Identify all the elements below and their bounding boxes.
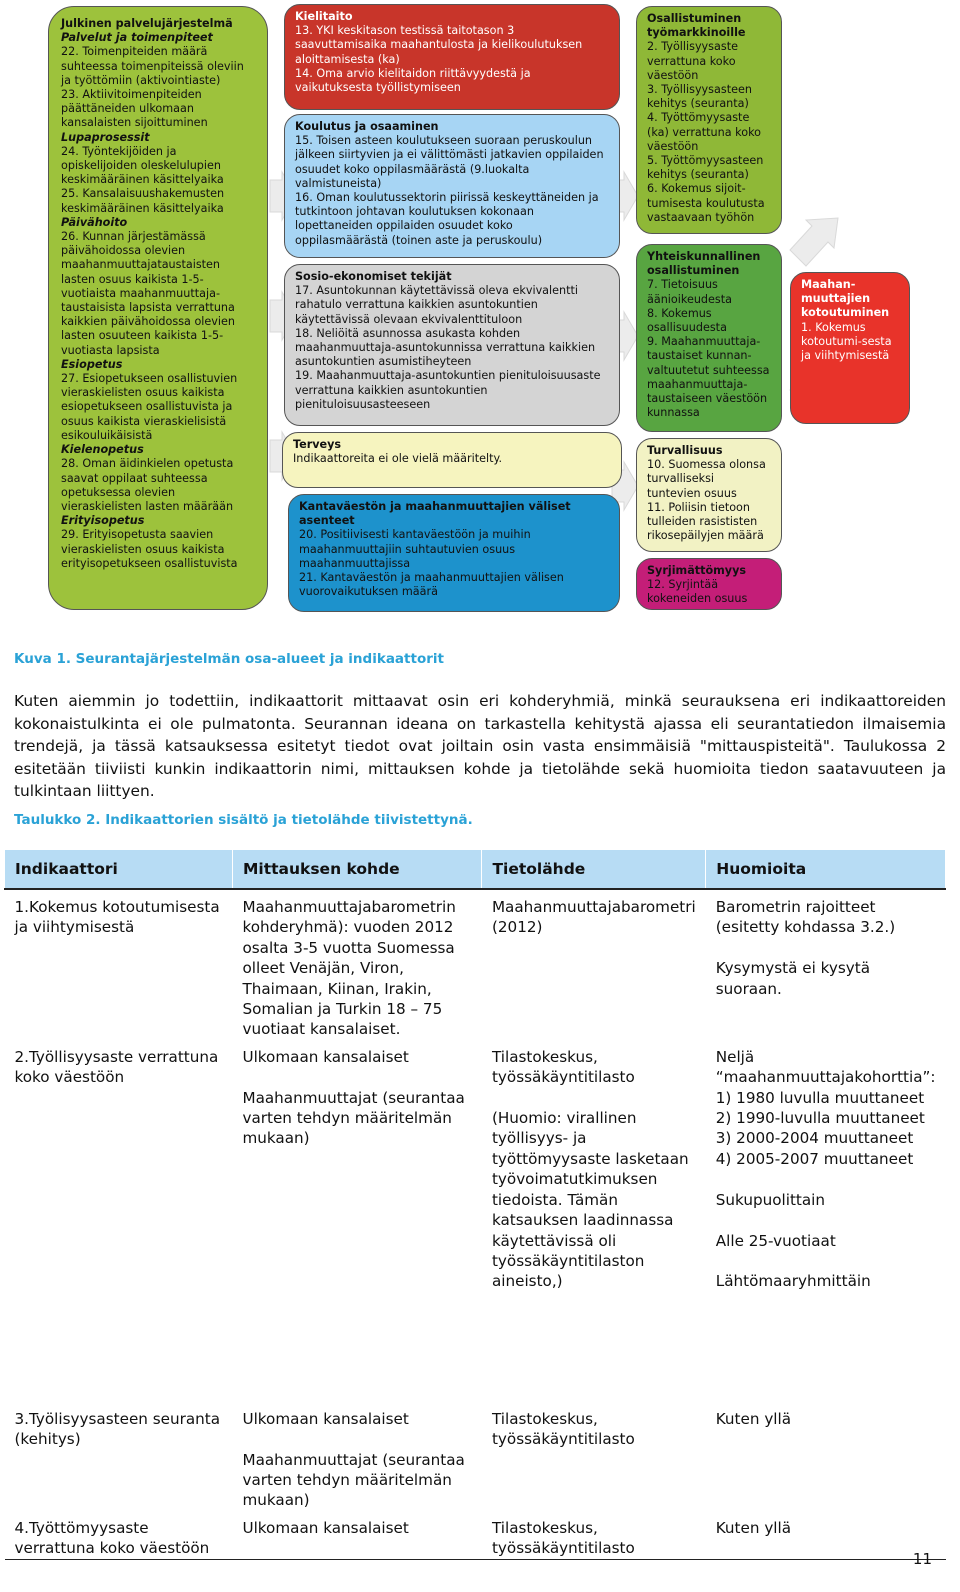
table-row bbox=[5, 1511, 946, 1559]
box-language-skills bbox=[284, 4, 620, 110]
column-header-source: Tietolähde bbox=[482, 850, 706, 890]
section-subheading: Erityisopetus bbox=[61, 514, 145, 528]
indicator-text: 19. Maahanmuuttaja-asuntokuntien pienituloisuusaste verrattuna kaikkien asuntokuntien pienituloisuusasteeseen bbox=[295, 369, 601, 411]
column-header-notes: Huomioita bbox=[706, 850, 946, 890]
figure-caption: Kuva 1. Seurantajärjestelmän osa-alueet ja indikaattorit bbox=[14, 651, 444, 667]
table-row bbox=[5, 889, 946, 1040]
indicator-text: 11. Poliisin tietoon tulleiden rasististen rikosepäilyjen määrä bbox=[647, 500, 764, 543]
section-subheading: Esiopetus bbox=[61, 357, 123, 371]
box-title: Syrjimättömyys bbox=[647, 564, 747, 577]
page-number: 11 bbox=[912, 1550, 932, 1568]
box-title: Kielitaito bbox=[295, 10, 353, 23]
table-cell: 1.Kokemus kotoutumisesta ja viihtymisestä bbox=[14, 898, 220, 937]
table-cell: 4.Työttömyysaste verrattuna koko väestöön bbox=[5, 1511, 233, 1559]
table-cell: Maahanmuuttajabarometri (2012) bbox=[491, 898, 696, 937]
box-title: Kantaväestön ja maahanmuuttajien väliset asenteet bbox=[299, 500, 571, 528]
box-health bbox=[282, 432, 622, 488]
box-non-discrimination bbox=[636, 558, 782, 610]
section-subheading: Kielenopetus bbox=[61, 443, 144, 457]
box-title: Sosio-ekonomiset tekijät bbox=[295, 270, 452, 283]
box-attitudes bbox=[288, 494, 620, 612]
indicator-text: 9. Maahanmuuttaja-taustaiset kunnan-valtuutetut suhteessa maahanmuuttaja-taustaiseen väestöön kunnassa bbox=[647, 335, 770, 420]
table-cell: Neljä “maahanmuuttajakohorttia”: 1) 1980 luvulla muuttaneet 2) 1990-luvulla muuttaneet 3) 2000-2004 muuttaneet 4) 2005-2007 muuttaneet Sukupuolittain Alle 25-vuotiaat Lähtömaaryhmittäin bbox=[715, 1047, 936, 1291]
section-subheading: Palvelut ja toimenpiteet bbox=[61, 31, 213, 45]
table-cell: Kuten yllä bbox=[706, 1511, 946, 1559]
indicator-diagram bbox=[0, 0, 960, 640]
indicator-text: 1. Kokemus kotoutumi-sesta ja viihtymisestä bbox=[801, 320, 892, 363]
table-cell: 3.Työlisyysasteen seuranta (kehitys) bbox=[14, 1409, 221, 1449]
table-header-row bbox=[5, 850, 946, 890]
section-subheading: Päivähoito bbox=[61, 215, 128, 229]
box-safety bbox=[636, 438, 782, 552]
box-title: Turvallisuus bbox=[647, 444, 723, 457]
indicator-text: 13. YKI keskitason testissä taitotason 3 saavuttamisaika maahantulosta ja kielikoulutuksen aloittamisesta (ka) bbox=[295, 24, 583, 66]
indicator-text: 4. Työttömyysaste (ka) verrattuna koko väestöön bbox=[647, 111, 761, 153]
table-cell: Barometrin rajoitteet (esitetty kohdassa 3.2.) Kysymystä ei kysytä suoraan. bbox=[715, 898, 896, 998]
column-header-indicator: Indikaattori bbox=[5, 850, 233, 890]
indicator-text: 2. Työllisyysaste verrattuna koko väestöön bbox=[647, 40, 738, 82]
indicator-text: 5. Työttömyysasteen kehitys (seuranta) bbox=[647, 154, 764, 182]
table-cell: Tilastokeskus, työssäkäyntitilasto (Huomio: virallinen työllisyys- ja työttömyysaste lasketaan työvoimatutkimuksen tiedoista. Tämän katsauksen laadinnassa käytettävissä oli työssäkäyntitilaston aineisto,) bbox=[491, 1047, 689, 1291]
indicator-text: 25. Kansalaisuushakemusten keskimääräinen käsittelyaika bbox=[61, 187, 225, 215]
box-education bbox=[284, 114, 620, 258]
indicator-text: 12. Syrjintää kokeneiden osuus bbox=[647, 578, 748, 606]
box-title: Yhteiskunnallinen osallistuminen bbox=[647, 250, 761, 278]
box-civic-participation bbox=[636, 244, 782, 432]
indicator-text: 14. Oma arvio kielitaidon riittävyydestä ja vaikutuksesta työllistymiseen bbox=[295, 66, 531, 95]
table-cell: Tilastokeskus, työssäkäyntitilasto bbox=[491, 1409, 635, 1449]
indicator-text: 18. Neliöitä asunnossa asukasta kohden maahanmuuttaja-asuntokunnissa verrattuna kaikkien asuntokuntien asumistiheyteen bbox=[295, 326, 596, 369]
indicator-text: 3. Työllisyysasteen kehitys (seuranta) bbox=[647, 83, 752, 111]
table-row bbox=[5, 1402, 946, 1511]
indicator-text: 7. Tietoisuus äänioikeudesta bbox=[647, 278, 732, 306]
indicator-text: 26. Kunnan järjestämässä päivähoidossa olevien maahanmuuttajataustaisten lasten osuus kaikista 1-5-vuotiaista maahanmuuttaja-taustaisista lapsista verrattuna kaikkien päivähoidossa olevien lasten osuuteen kaikista 1-5-vuotiasta lapsista bbox=[61, 230, 235, 357]
box-public-services bbox=[48, 6, 268, 610]
box-title: Terveys bbox=[293, 438, 342, 451]
table-cell: Ulkomaan kansalaiset Maahanmuuttajat (seurantaa varten tehdyn määritelmän mukaan) bbox=[242, 1047, 465, 1148]
indicator-text: 24. Työntekijöiden ja opiskelijoiden oleskelulupien keskimääräinen käsittelyaika bbox=[61, 144, 224, 187]
box-socioeconomic bbox=[284, 264, 620, 426]
section-subheading: Lupaprosessit bbox=[61, 130, 150, 144]
table-cell: Kuten yllä bbox=[715, 1409, 792, 1428]
indicator-text: 21. Kantaväestön ja maahanmuuttajien välisen vuorovaikutuksen määrä bbox=[299, 571, 564, 599]
table-cell: 2.Työllisyysaste verrattuna koko väestöön bbox=[14, 1047, 219, 1087]
box-title: Osallistuminen työmarkkinoille bbox=[647, 12, 746, 40]
indicator-text: 27. Esiopetukseen osallistuvien vieraskielisten osuus kaikista esiopetukseen osallistuvista ja osuus kaikista vieraskielisistä esikouluikäisistä bbox=[61, 372, 238, 442]
table-caption: Taulukko 2. Indikaattorien sisältö ja tietolähde tiivistettynä. bbox=[14, 812, 473, 828]
indicator-text: 8. Kokemus osallisuudesta bbox=[647, 306, 727, 335]
column-header-target: Mittauksen kohde bbox=[232, 850, 481, 890]
indicator-text: 29. Erityisopetusta saavien vieraskielisten osuus kaikista erityisopetukseen osallistuvista bbox=[61, 528, 238, 570]
table-cell: Maahanmuuttajabarometrin kohderyhmä): vuoden 2012 osalta 3-5 vuotta Suomessa olleet Venäjän, Viron, Thaimaan, Kiinan, Irakin, Somalian ja Turkin 18 – 75 vuotiaat kansalaiset. bbox=[242, 898, 456, 1039]
table-row bbox=[5, 1040, 946, 1402]
indicator-text: 17. Asuntokunnan käytettävissä oleva ekvivalentti rahatulo verrattuna kaikkien asuntokuntien käytettävissä olevaan ekvivalenttituloon bbox=[295, 284, 579, 326]
box-labour-market bbox=[636, 6, 782, 234]
indicator-text: 28. Oman äidinkielen opetusta saavat oppilaat suhteessa opetuksessa olevien vieraskielisten lasten määrään bbox=[61, 457, 234, 513]
indicator-text: 20. Positiivisesti kantaväestöön ja muihin maahanmuuttajiin suhtautuvien osuus maahanmuuttajissa bbox=[299, 528, 531, 570]
body-paragraph: Kuten aiemmin jo todettiin, indikaattorit mittaavat osin eri kohderyhmiä, minkä seurauksena eri indikaattoreiden kokonaistulkinta ei ole pulmatonta. Seurannan ideana on tarkastella kehitystä ajassa eli seurantatiedon ilmaisemia trendejä, ja tässä katsauksessa esitetyt tiedot ovat joiltain osin vasta ensimmäisiä "mittauspisteitä". Taulukossa 2 esitetään tiiviisti kunkin indikaattorin nimi, mittauksen kohde ja tietolähde sekä huomioita tiedon saatavuuteen ja tulkintaan liittyen. bbox=[14, 692, 946, 800]
table-cell: Ulkomaan kansalaiset bbox=[232, 1511, 481, 1559]
box-integration bbox=[790, 272, 910, 424]
indicator-text: 6. Kokemus sijoit-tumisesta koulutusta vastaavaan työhön bbox=[647, 182, 765, 224]
box-title: Julkinen palvelujärjestelmä bbox=[61, 17, 233, 30]
indicator-text: 22. Toimenpiteiden määrä suhteessa toimenpiteissä oleviin ja työttömiin (aktivointiaste) bbox=[61, 45, 244, 87]
indicator-text: 23. Aktiivitoimenpiteiden päättäneiden ulkomaan kansalaisten sijoittuminen bbox=[61, 88, 208, 130]
box-title: Koulutus ja osaaminen bbox=[295, 120, 439, 133]
arrow-shape bbox=[790, 218, 838, 266]
indicator-text: 10. Suomessa olonsa turvalliseksi tuntevien osuus bbox=[647, 458, 766, 500]
table-cell: Ulkomaan kansalaiset Maahanmuuttajat (seurantaa varten tehdyn määritelmän mukaan) bbox=[242, 1409, 465, 1510]
indicator-text: Indikaattoreita ei ole vielä määritelty. bbox=[293, 452, 503, 466]
indicator-table bbox=[4, 849, 946, 1560]
indicator-text: 16. Oman koulutussektorin piirissä keskeyttäneiden ja tutkintoon johtavan koulutuksen kokonaan lopettaneiden oppilaiden osuudet koko oppilasmäärästä (toinen aste ja peruskoulu) bbox=[295, 191, 599, 247]
box-title: Maahan-muuttajien kotoutuminen bbox=[801, 278, 890, 320]
indicator-text: 15. Toisen asteen koulutukseen suoraan peruskoulun jälkeen siirtyvien ja ei välittömästi jatkavien oppilaiden osuudet koko oppilasmäärästä (9.luokalta valmistuneista) bbox=[295, 134, 604, 190]
table-cell: Tilastokeskus, työssäkäyntitilasto bbox=[482, 1511, 706, 1559]
